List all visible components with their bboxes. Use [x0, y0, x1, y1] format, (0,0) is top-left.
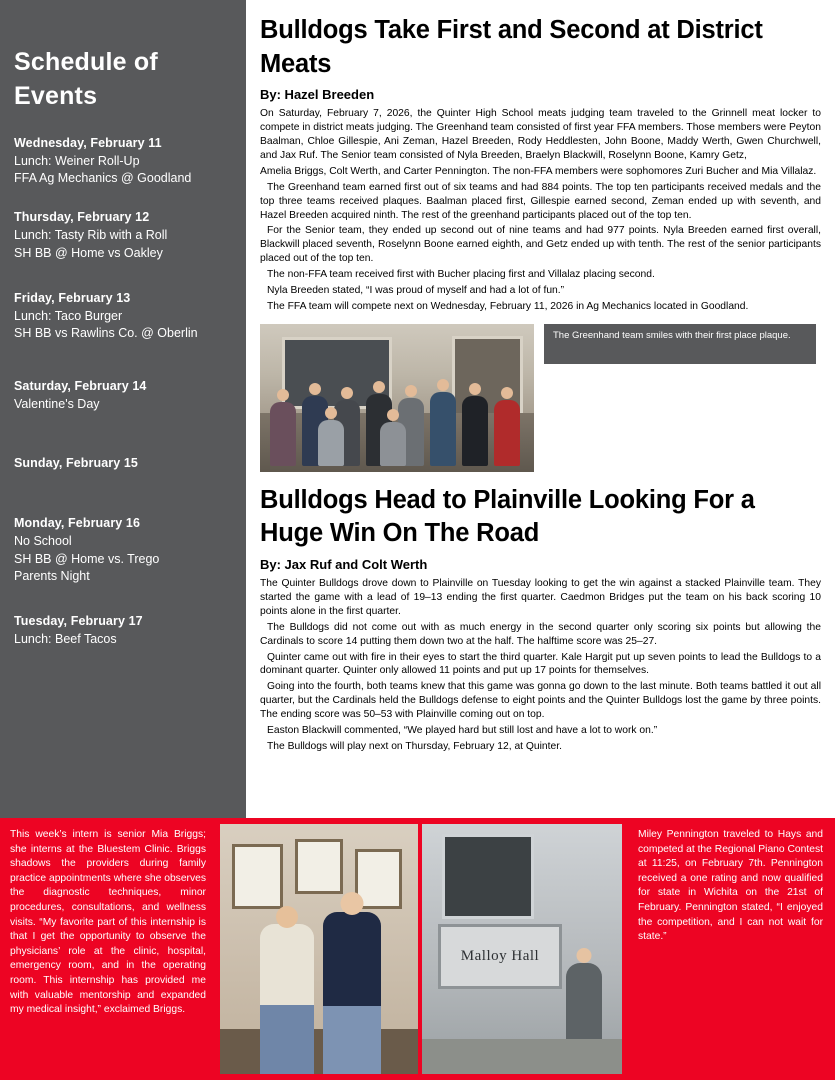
schedule-entry-line: Parents Night	[14, 569, 90, 584]
schedule-entry-line: SH BB @ Home vs Oakley	[14, 245, 163, 260]
schedule-entry-line: SH BB vs Rawlins Co. @ Oberlin	[14, 326, 198, 341]
article1-byline: By: Hazel Breeden	[260, 87, 375, 103]
article2-paragraph: The Quinter Bulldogs drove down to Plainville on Tuesday looking to get the win against a stacked Plainville team. They started the game with a lead of 19–13 ending the first quarter. Caedmon Bridges put the team on his back scoring 10 points alone in the first quarter.	[260, 578, 821, 617]
greenhand-team-photo	[260, 324, 534, 472]
article1-paragraph: Nyla Breeden stated, “I was proud of myself and had a lot of fun.”	[267, 285, 565, 296]
schedule-entry-line: SH BB @ Home vs. Trego	[14, 551, 160, 566]
schedule-entry-date: Wednesday, February 11	[14, 135, 162, 150]
schedule-entry	[14, 456, 232, 470]
article1-photo-caption: The Greenhand team smiles with their first place plaque.	[544, 324, 816, 364]
article1-paragraph: Amelia Briggs, Colt Werth, and Carter Pennington. The non-FFA members were sophomores Zuri Bucher and Mia Villalaz.	[260, 165, 817, 177]
schedule-entry-line: Lunch: Tasty Rib with a Roll	[14, 228, 168, 242]
article1-photo-row	[260, 324, 821, 472]
schedule-entry	[14, 614, 232, 649]
schedule-entry-date: Thursday, February 12	[14, 210, 150, 224]
main-content	[246, 0, 835, 818]
schedule-entry-line: Lunch: Beef Tacos	[14, 632, 117, 646]
intern-spotlight-text: This week’s intern is senior Mia Briggs; she interns at the Bluestem Clinic. Briggs shadows the providers during family practice appointments where she observes the diagnostic techniques, minor procedures, consultations, and wellness visits. “My favorite part of this internship is that I get the opportunity to observe the physicians’ role at the clinic, hospital, emergency room, and in the operating room. This internship has provided me with valuable mentorship and expanded my medical insight,” exclaimed Briggs.	[10, 829, 206, 1016]
schedule-entry-line: No School	[14, 533, 72, 548]
schedule-entry	[14, 516, 232, 586]
schedule-entry-line: FFA Ag Mechanics @ Goodland	[14, 171, 192, 186]
article2-headline: Bulldogs Head to Plainville Looking For a Huge Win On The Road	[260, 485, 755, 548]
article1-paragraph: For the Senior team, they ended up second out of nine teams and had 977 points. Nyla Breeden earned first overall, Blackwill placed seventh, Roselynn Boone earned eighth, and Getz ended up with tenth. The rest of the senior participants placed out of the top ten.	[260, 225, 821, 265]
article1-headline: Bulldogs Take First and Second at District Meats	[260, 16, 763, 78]
article1-paragraph: On Saturday, February 7, 2026, the Quinter High School meats judging team traveled to the Grinnell meat locker to compete in district meats judging. The Greenhand team consisted of first year FFA members. Those members were Peyton Baalman, Chloe Gillespie, Ani Zeman, Hazel Breeden, Rody Heddlesten, John Boone, Maddy Werth, Gwen Churchwell, and Jax Ruf. The Senior team consisted of Nyla Breeden, Braelyn Blackwill, Roselynn Boone, Kamry Getz,	[260, 108, 821, 161]
malloy-hall-photo	[422, 824, 622, 1074]
schedule-entry	[14, 210, 232, 263]
schedule-entry-line: Lunch: Weiner Roll-Up	[14, 153, 140, 168]
malloy-hall-sign-text: Malloy Hall	[438, 924, 562, 989]
article2-paragraph: The Bulldogs will play next on Thursday, February 12, at Quinter.	[267, 740, 562, 752]
article1-paragraph: The Greenhand team earned first out of six teams and had 884 points. The top ten participants received medals and the top three teams received plaques. Baalman placed first, Gillespie earned second, Zeman ended up with seventh, and Hazel Breeden acquired ninth. The rest of the greenhand participants placed out of the top ten.	[260, 181, 821, 221]
article2-byline: By: Jax Ruf and Colt Werth	[260, 557, 428, 573]
schedule-entry-date: Friday, February 13	[14, 290, 131, 305]
article1-paragraph: The non-FFA team received first with Bucher placing first and Villalaz placing second.	[267, 269, 655, 281]
intern-photo	[220, 824, 418, 1074]
schedule-entry-date: Monday, February 16	[14, 515, 141, 530]
schedule-entry	[14, 291, 232, 344]
schedule-sidebar	[0, 0, 246, 818]
schedule-entry-line: Valentine's Day	[14, 397, 100, 411]
article2-paragraph: Going into the fourth, both teams knew that this game was gonna go down to the last minute. Both teams battled it out all quarter, but the Cardinals held the Bulldogs defense to eight points and the Quinter Bulldogs lost the game by three points. The ending score was 50–53 with Plainville coming out on top.	[260, 681, 821, 721]
bottom-feature-bar	[0, 818, 835, 1080]
schedule-entry-date: Saturday, February 14	[14, 379, 147, 393]
schedule-entry	[14, 379, 232, 414]
article2-paragraph: Easton Blackwill commented, “We played hard but still lost and have a lot to work on.”	[267, 725, 658, 736]
schedule-entry	[14, 136, 232, 189]
article-basketball	[260, 484, 821, 754]
sidebar-title: Schedule of Events	[14, 48, 158, 110]
schedule-entry-date: Tuesday, February 17	[14, 614, 143, 628]
article2-paragraph: The Bulldogs did not come out with as much energy in the second quarter only scoring six points but allowing the Cardinals to score 14 putting them down two at the half. The halftime score was 25–27.	[260, 621, 821, 647]
piano-contest-text: Miley Pennington traveled to Hays and competed at the Regional Piano Contest at 11:25, on February 7th. Pennington received a one rating and now qualified for state in Wichita on the 21st of February. Pennington stated, “I enjoyed the competition, and I can not wait for state.”	[638, 829, 823, 943]
schedule-entry-line: Lunch: Taco Burger	[14, 308, 123, 323]
schedule-entry-date: Sunday, February 15	[14, 455, 138, 470]
article1-paragraph: The FFA team will compete next on Wednesday, February 11, 2026 in Ag Mechanics located in Goodland.	[267, 300, 749, 312]
article-meats-judging	[260, 14, 821, 472]
article2-paragraph: Quinter came out with fire in their eyes to start the third quarter. Kale Hargit put up seven points to lead the Bulldogs to a dominant quarter. Quinter only allowed 11 points and put up 17 points for themselves.	[260, 651, 821, 677]
